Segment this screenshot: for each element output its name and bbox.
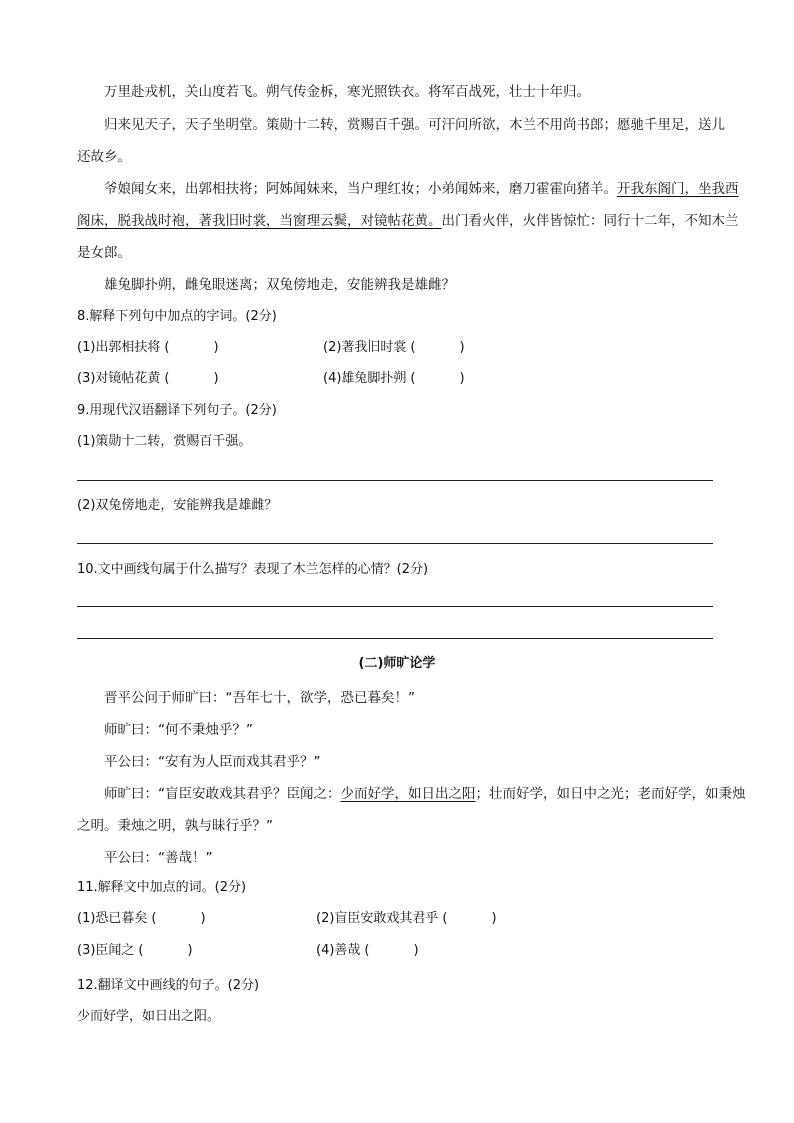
answer-line[interactable] bbox=[77, 543, 713, 544]
item-number: (4) bbox=[323, 371, 342, 386]
q8-item-2 bbox=[323, 338, 468, 358]
q12-sentence: 少而好学，如日出之阳。 bbox=[77, 1009, 221, 1024]
passage1-paragraph-3a bbox=[77, 173, 739, 205]
paren-close: ) bbox=[213, 371, 219, 386]
paren-open: ( bbox=[410, 371, 416, 386]
item-text: 盲臣安敢戏其君乎 bbox=[334, 911, 439, 926]
q11-item-2 bbox=[316, 909, 500, 929]
passage-text: 出门看火伴，火伴皆惊忙：同行十二年，不知木兰 bbox=[441, 213, 739, 229]
answer-blank[interactable] bbox=[438, 909, 500, 929]
passage-text: 爷娘闻女来，出郭相扶将；阿姊闻妹来，当户理红妆；小弟闻姊来，磨刀霍霍向猪羊。 bbox=[104, 181, 617, 197]
passage1-paragraph-2b bbox=[77, 141, 717, 173]
item-number: (1) bbox=[77, 340, 96, 355]
passage1-paragraph-3b bbox=[77, 205, 739, 237]
passage-text: 雄兔脚扑朔，雌兔眼迷离；双兔傍地走，安能辨我是雄雌？ bbox=[104, 277, 455, 293]
paren-open: ( bbox=[138, 943, 144, 958]
item-text: 恐已暮矣 bbox=[95, 911, 148, 926]
answer-line[interactable] bbox=[77, 638, 713, 639]
question-9-title: 9.用现代汉语翻译下列句子。(2分) bbox=[77, 403, 277, 418]
passage-text: ；壮而好学，如日中之光；老而好学，如秉烛 bbox=[475, 786, 746, 802]
paren-close: ) bbox=[459, 371, 465, 386]
item-number: (3) bbox=[77, 943, 96, 958]
paren-open: ( bbox=[410, 340, 416, 355]
answer-blank[interactable] bbox=[147, 909, 209, 929]
passage-text: 师旷曰：“盲臣安敢戏其君乎？臣闻之： bbox=[104, 786, 341, 802]
question-11-title: 11.解释文中加点的词。(2分) bbox=[77, 880, 247, 895]
q11-item-4 bbox=[316, 941, 422, 961]
passage-text: 师旷曰：“何不秉烛乎？” bbox=[104, 722, 253, 738]
answer-blank[interactable] bbox=[406, 338, 468, 358]
paren-open: ( bbox=[364, 943, 370, 958]
passage1-paragraph-3c bbox=[77, 237, 717, 269]
q11-item-1 bbox=[77, 909, 209, 929]
passage-text: 归来见天子，天子坐明堂。策勋十二转，赏赐百千强。可汗问所欲，木兰不用尚书郎；愿驰千里足，送儿 bbox=[104, 117, 725, 133]
answer-line[interactable] bbox=[77, 606, 713, 607]
passage-text: 平公曰：“善哉！” bbox=[104, 850, 213, 866]
item-text: 善哉 bbox=[334, 943, 361, 958]
passage2-line-4 bbox=[77, 778, 746, 810]
question-12-title: 12.翻译文中画线的句子。(2分) bbox=[77, 978, 260, 993]
item-text: 臣闻之 bbox=[95, 943, 135, 958]
answer-blank[interactable] bbox=[134, 941, 196, 961]
passage-text: 平公曰：“安有为人臣而戏其君乎？” bbox=[104, 754, 321, 770]
paren-close: ) bbox=[187, 943, 193, 958]
item-text: 雄兔脚扑朔 bbox=[341, 371, 407, 386]
underlined-sentence: 少而好学，如日出之阳 bbox=[340, 786, 476, 802]
q8-item-1 bbox=[77, 338, 222, 358]
section-2-heading: (二)师旷论学 bbox=[358, 656, 436, 671]
item-number: (3) bbox=[77, 371, 96, 386]
item-number: (2) bbox=[316, 911, 335, 926]
q8-item-3 bbox=[77, 369, 222, 389]
passage2-line-3 bbox=[77, 746, 717, 778]
paren-open: ( bbox=[151, 911, 157, 926]
underlined-sentence: 阁床，脱我战时袍，著我旧时裳，当窗理云鬓，对镜帖花黄。 bbox=[77, 213, 442, 229]
paren-open: ( bbox=[164, 340, 170, 355]
item-number: (2) bbox=[323, 340, 342, 355]
underlined-sentence: 开我东阁门，坐我西 bbox=[617, 181, 739, 197]
answer-line[interactable] bbox=[77, 480, 713, 481]
paren-close: ) bbox=[213, 340, 219, 355]
passage-text: 晋平公问于师旷曰：“吾年七十，欲学，恐已暮矣！” bbox=[104, 690, 415, 706]
item-number: (1) bbox=[77, 911, 96, 926]
passage1-paragraph-1 bbox=[77, 76, 717, 108]
paren-open: ( bbox=[164, 371, 170, 386]
passage2-line-1 bbox=[77, 682, 717, 714]
q9-sentence-1: (1)策勋十二转，赏赐百千强。 bbox=[77, 434, 252, 449]
passage2-line-5 bbox=[77, 810, 717, 842]
paren-open: ( bbox=[442, 911, 448, 926]
q11-item-3 bbox=[77, 941, 196, 961]
item-text: 对镜帖花黄 bbox=[95, 371, 161, 386]
passage-text: 之明。秉烛之明，孰与昧行乎？” bbox=[77, 818, 273, 834]
answer-blank[interactable] bbox=[160, 369, 222, 389]
question-8-title: 8.解释下列句中加点的字词。(2分) bbox=[77, 309, 277, 324]
passage-text: 还故乡。 bbox=[77, 149, 131, 165]
answer-blank[interactable] bbox=[406, 369, 468, 389]
item-number: (4) bbox=[316, 943, 335, 958]
q8-item-4 bbox=[323, 369, 468, 389]
paren-close: ) bbox=[200, 911, 206, 926]
question-10-title: 10.文中画线句属于什么描写？表现了木兰怎样的心情？(2分) bbox=[77, 562, 429, 577]
passage-text: 万里赴戎机，关山度若飞。朔气传金柝，寒光照铁衣。将军百战死，壮士十年归。 bbox=[104, 84, 590, 100]
passage-text: 是女郎。 bbox=[77, 245, 131, 261]
passage1-paragraph-4 bbox=[77, 269, 717, 301]
passage2-line-2 bbox=[77, 714, 717, 746]
paren-close: ) bbox=[413, 943, 419, 958]
passage2-line-6 bbox=[77, 842, 717, 874]
paren-close: ) bbox=[459, 340, 465, 355]
item-text: 著我旧时裳 bbox=[341, 340, 407, 355]
item-text: 出郭相扶将 bbox=[95, 340, 161, 355]
answer-blank[interactable] bbox=[360, 941, 422, 961]
q9-sentence-2: (2)双兔傍地走，安能辨我是雄雌？ bbox=[77, 498, 278, 513]
answer-blank[interactable] bbox=[160, 338, 222, 358]
paren-close: ) bbox=[491, 911, 497, 926]
passage1-paragraph-2a bbox=[77, 109, 725, 141]
